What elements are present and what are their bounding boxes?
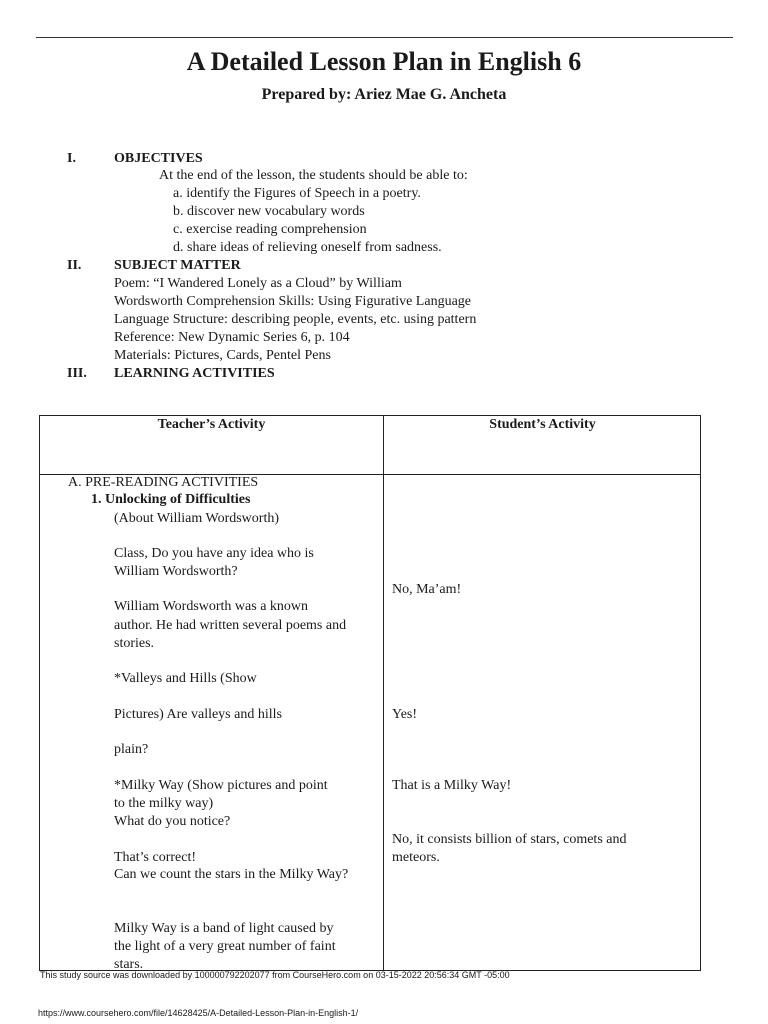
table-column-divider: [383, 415, 384, 971]
teacher-line: *Milky Way (Show pictures and point: [114, 778, 328, 793]
section-title-objectives: OBJECTIVES: [114, 151, 203, 166]
objectives-intro: At the end of the lesson, the students should be able to:: [159, 168, 468, 183]
student-line: No, it consists billion of stars, comets and: [392, 832, 627, 847]
section-title-subject-matter: SUBJECT MATTER: [114, 258, 241, 273]
teacher-line: *Valleys and Hills (Show: [114, 671, 257, 686]
table-header-student: Student’s Activity: [489, 417, 596, 432]
teacher-line: Milky Way is a band of light caused by: [114, 921, 334, 936]
teacher-line: Can we count the stars in the Milky Way?: [114, 867, 349, 882]
student-line: That is a Milky Way!: [392, 778, 512, 793]
student-line: No, Ma’am!: [392, 582, 462, 597]
download-note: This study source was downloaded by 100000792202077 from CourseHero.com on 03-15-2022 20:56:34 GMT -05:00: [40, 970, 510, 980]
teacher-line: What do you notice?: [114, 814, 231, 829]
teacher-line: to the milky way): [114, 796, 214, 811]
top-rule: [36, 37, 733, 38]
objective-item: d. share ideas of relieving oneself from sadness.: [173, 240, 442, 255]
teacher-line: stars.: [114, 957, 144, 970]
teacher-line: William Wordsworth was a known: [114, 599, 309, 614]
subject-matter-line: Reference: New Dynamic Series 6, p. 104: [114, 330, 350, 345]
teacher-line: stories.: [114, 636, 155, 651]
subject-matter-line: Poem: “I Wandered Lonely as a Cloud” by William: [114, 276, 402, 291]
teacher-line: (About William Wordsworth): [114, 511, 279, 526]
section-numeral-subject-matter: II.: [67, 258, 82, 273]
section-numeral-objectives: I.: [67, 151, 76, 166]
section-numeral-learning-activities: III.: [67, 366, 87, 381]
section-title-learning-activities: LEARNING ACTIVITIES: [114, 366, 275, 381]
student-line: meteors.: [392, 850, 440, 865]
table-header-teacher: Teacher’s Activity: [157, 417, 266, 432]
student-line: Yes!: [392, 707, 418, 722]
teacher-line: William Wordsworth?: [114, 564, 238, 579]
teacher-line: plain?: [114, 742, 149, 757]
teacher-line: the light of a very great number of faint: [114, 939, 336, 954]
source-url[interactable]: https://www.coursehero.com/file/14628425/A-Detailed-Lesson-Plan-in-English-1/: [38, 1008, 359, 1018]
objective-item: a. identify the Figures of Speech in a poetry.: [173, 186, 421, 201]
objective-item: b. discover new vocabulary words: [173, 204, 365, 219]
prepared-by: Prepared by: Ariez Mae G. Ancheta: [261, 86, 507, 103]
teacher-subheading: 1. Unlocking of Difficulties: [91, 492, 251, 507]
teacher-section-heading: A. PRE-READING ACTIVITIES: [68, 475, 259, 490]
document-title: A Detailed Lesson Plan in English 6: [186, 47, 582, 76]
subject-matter-line: Language Structure: describing people, events, etc. using pattern: [114, 312, 477, 327]
teacher-line: Class, Do you have any idea who is: [114, 546, 314, 561]
subject-matter-line: Wordsworth Comprehension Skills: Using Figurative Language: [114, 294, 471, 309]
teacher-line: Pictures) Are valleys and hills: [114, 707, 282, 722]
teacher-line: That’s correct!: [114, 850, 197, 865]
objective-item: c. exercise reading comprehension: [173, 222, 367, 237]
subject-matter-line: Materials: Pictures, Cards, Pentel Pens: [114, 348, 331, 363]
teacher-line: author. He had written several poems and: [114, 618, 347, 633]
